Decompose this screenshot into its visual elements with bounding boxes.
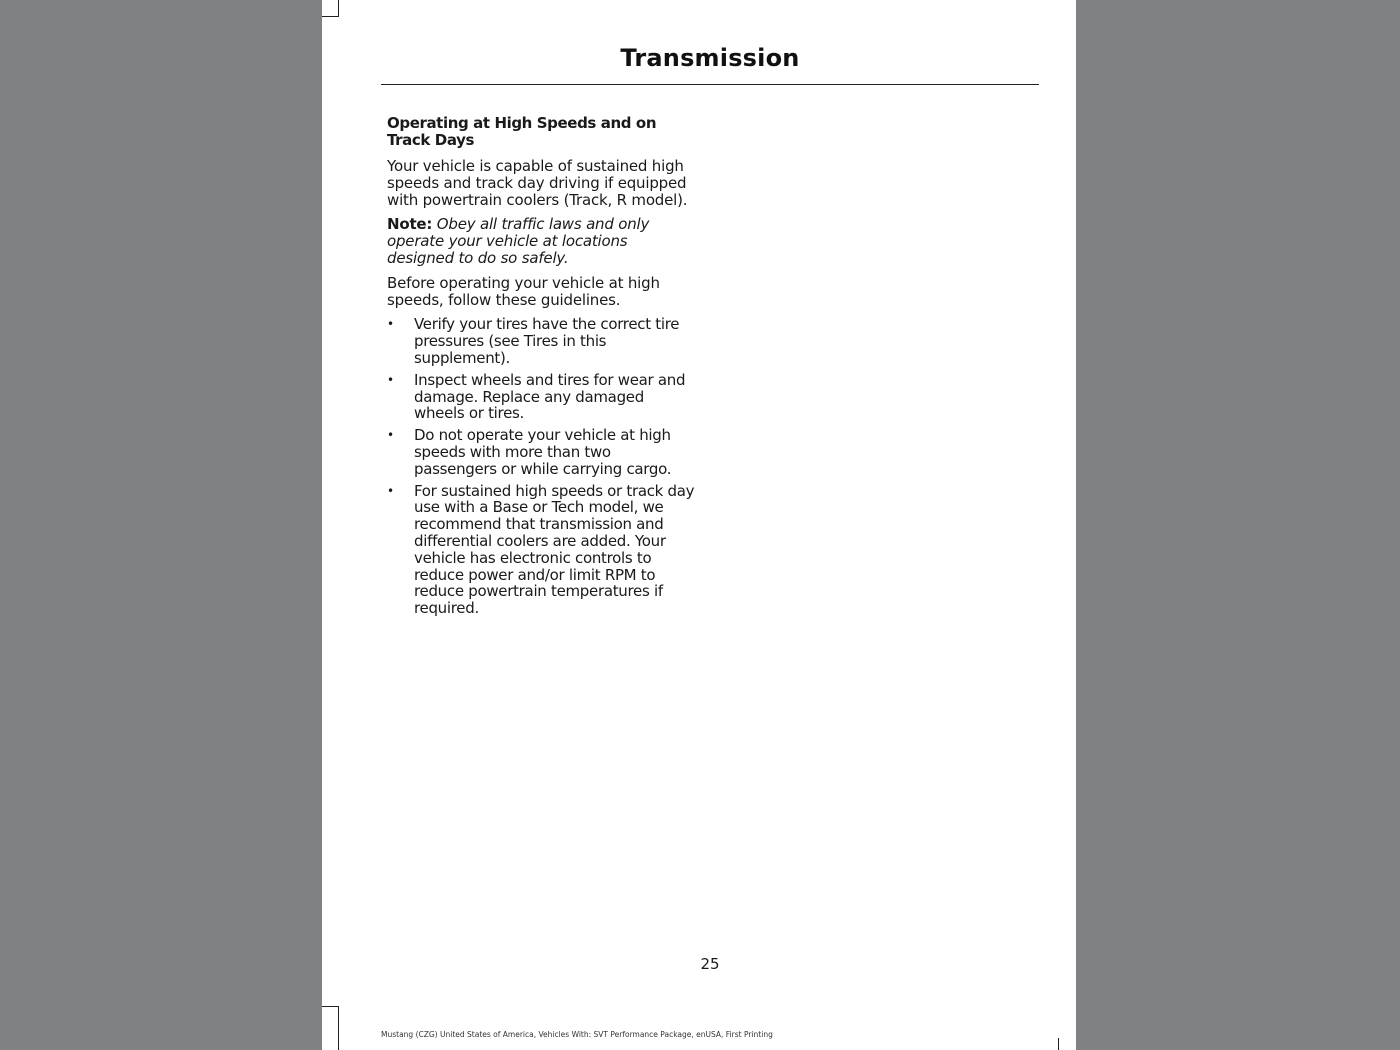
guidelines-list (387, 316, 697, 617)
guidelines-intro: Before operating your vehicle at high speeds, follow these guidelines. (387, 273, 660, 309)
list-item-text: Do not operate your vehicle at high speeds with more than two passengers or while carrying cargo. (414, 426, 672, 478)
list-item (387, 427, 697, 477)
intro-paragraph: Your vehicle is capable of sustained high speeds and track day driving if equipped with powertrain coolers (Track, R model). (387, 157, 688, 209)
crop-mark-bottom-left (322, 1006, 339, 1007)
text-column (387, 115, 697, 622)
bullet-icon: • (387, 483, 394, 498)
crop-mark-bottom-left (338, 1006, 339, 1050)
crop-mark-bottom-right (1058, 1038, 1059, 1050)
page-footer: Mustang (CZG) United States of America, Vehicles With: SVT Performance Package, enUSA, First Printing (381, 1030, 773, 1039)
title-divider (381, 84, 1039, 85)
note-label: Note: (387, 215, 433, 234)
page-number: 25 (700, 955, 720, 973)
document-page (322, 0, 1076, 1050)
note-text: Obey all traffic laws and only operate your vehicle at locations designed to do so safely. (387, 215, 650, 267)
chapter-title: Transmission (620, 44, 800, 72)
crop-mark-top-left (322, 16, 339, 17)
section-heading: Operating at High Speeds and on Track Days (387, 114, 657, 149)
note-paragraph (387, 216, 697, 266)
bullet-icon: • (387, 372, 394, 387)
bullet-icon: • (387, 317, 394, 332)
list-item-text: For sustained high speeds or track day use with a Base or Tech model, we recommend that transmission and differential coolers are added. Your vehicle has electronic controls to reduce power and/or limit RPM to reduce powertrain temperatures if required. (414, 481, 695, 618)
list-item-text: Inspect wheels and tires for wear and damage. Replace any damaged wheels or tires. (414, 370, 686, 423)
list-item (387, 483, 697, 617)
crop-mark-top-left (338, 0, 339, 16)
list-item (387, 316, 697, 366)
list-item-text: Verify your tires have the correct tire pressures (see Tires in this supplement). (414, 315, 680, 367)
bullet-icon: • (387, 428, 394, 443)
list-item (387, 372, 697, 422)
